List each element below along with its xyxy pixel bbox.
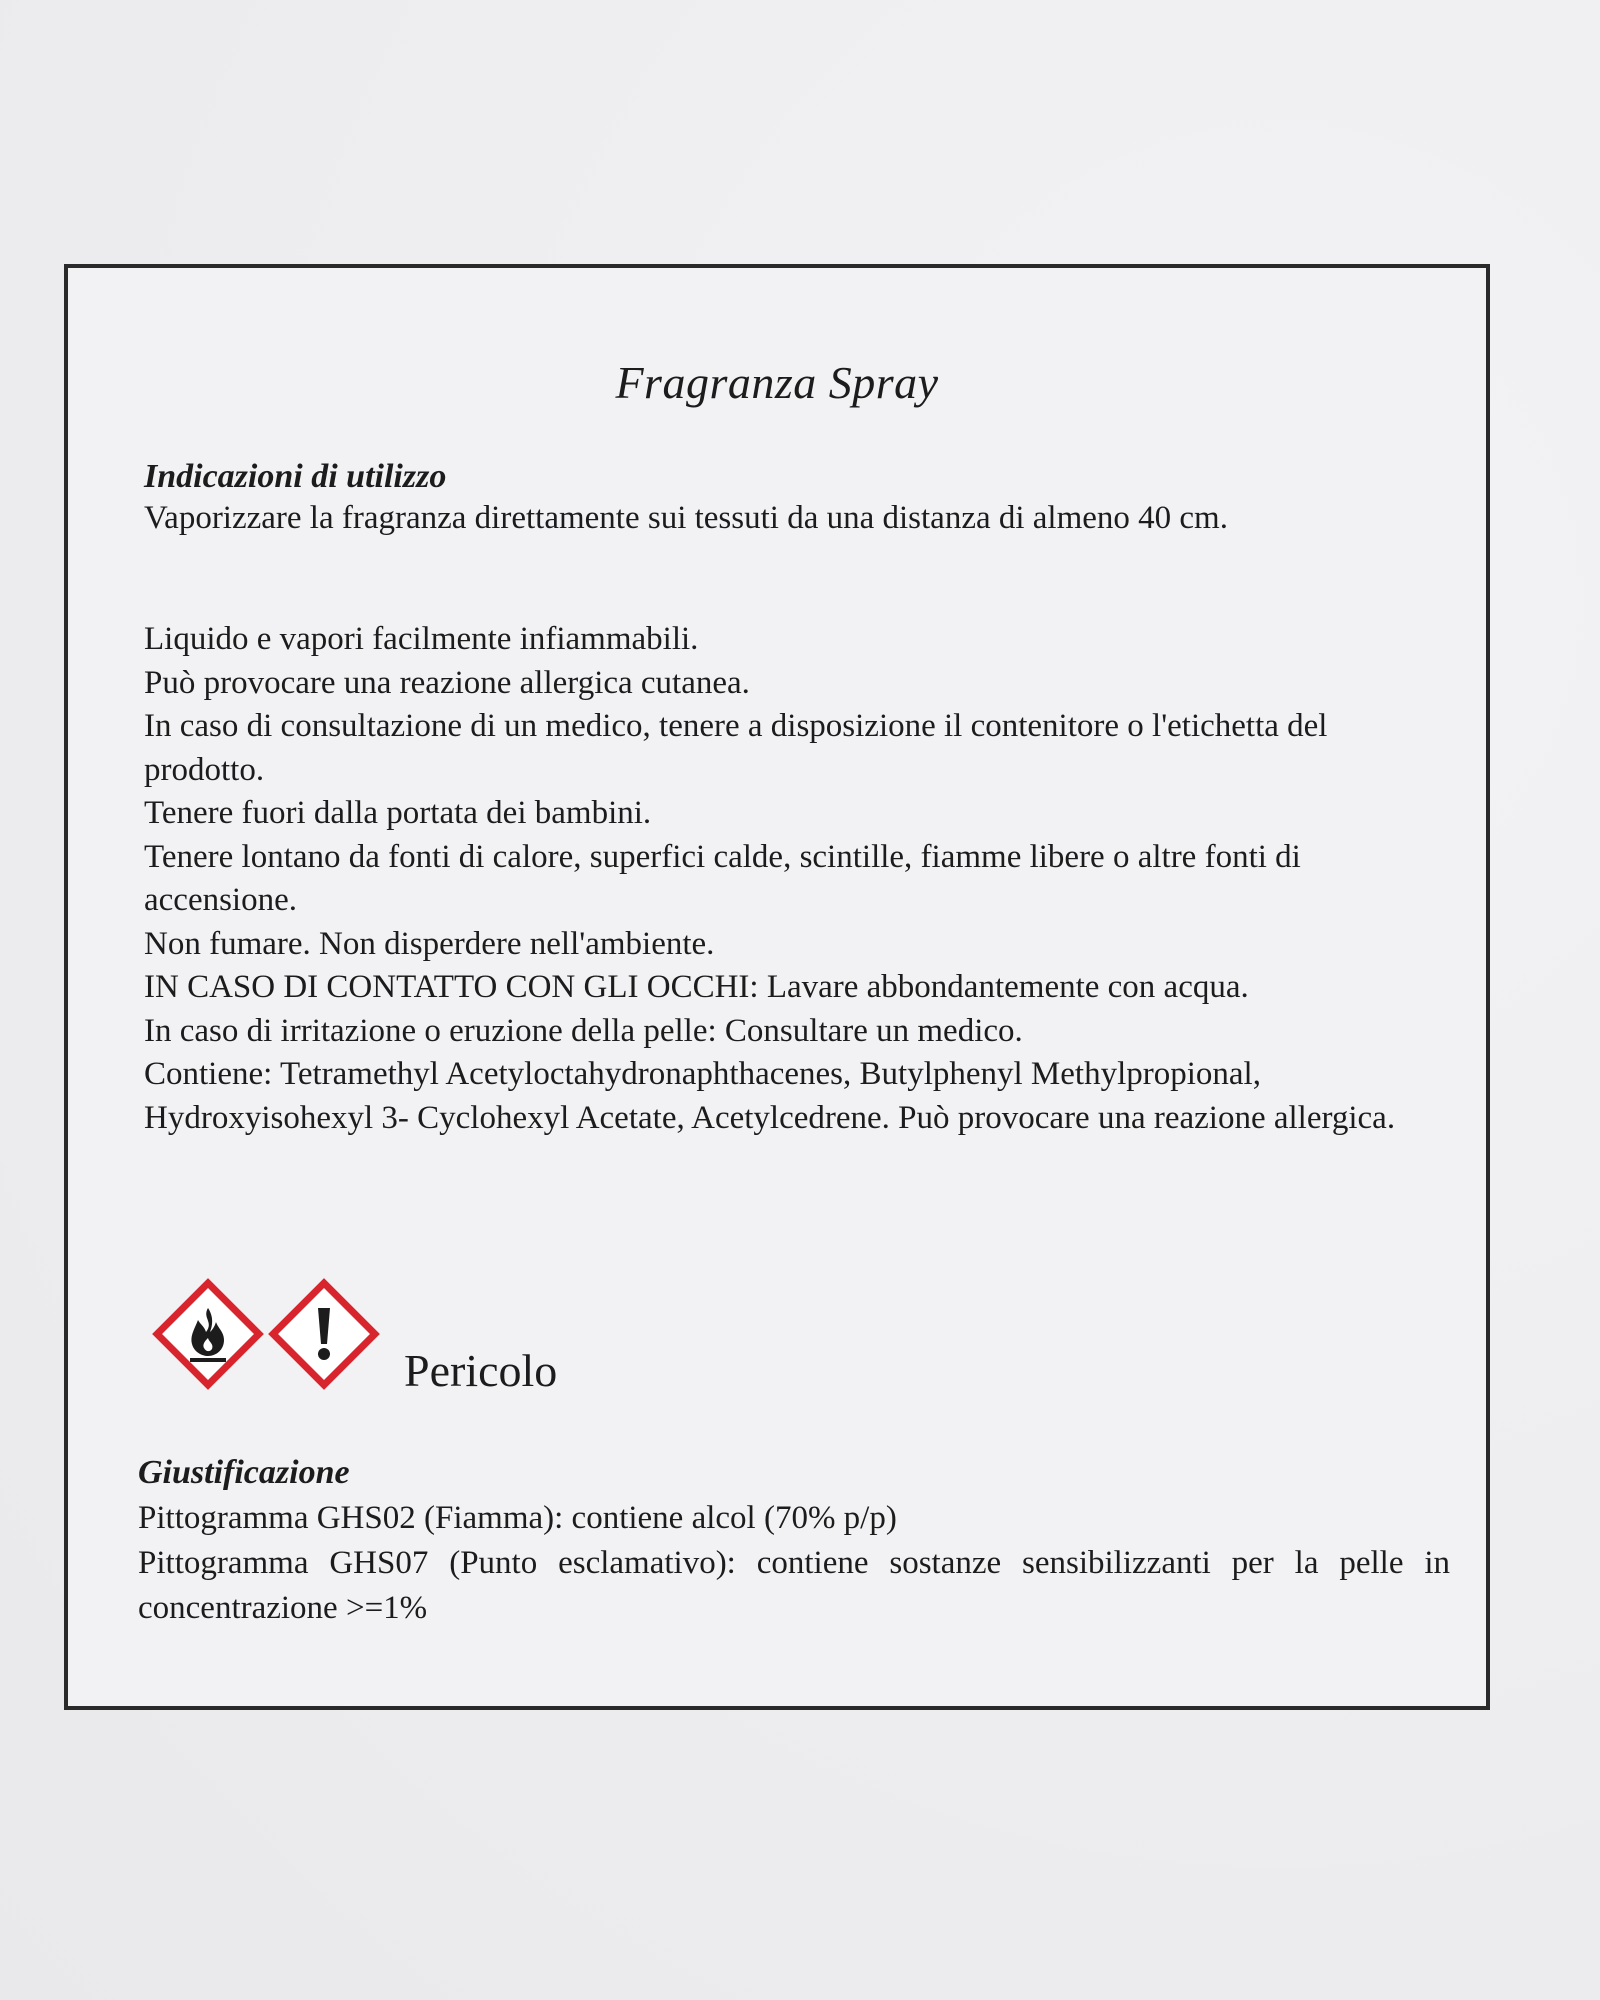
justification-block xyxy=(138,1496,1450,1631)
product-title: Fragranza Spray xyxy=(615,357,939,408)
ghs07-exclamation-icon xyxy=(268,1278,380,1390)
justification-line: Pittogramma GHS07 (Punto esclamativo): contiene sostanze sensibilizzanti per la pelle in concentrazione >=1% xyxy=(138,1545,1450,1626)
warning-line: IN CASO DI CONTATTO CON GLI OCCHI: Lavare abbondantemente con acqua. xyxy=(144,969,1249,1005)
warning-line: In caso di consultazione di un medico, tenere a disposizione il contenitore o l'etichetta del prodotto. xyxy=(144,708,1328,788)
warning-line: Può provocare una reazione allergica cutanea. xyxy=(144,664,750,701)
signal-word: Pericolo xyxy=(404,1345,558,1396)
warning-line: In caso di irritazione o eruzione della pelle: Consultare un medico. xyxy=(144,1012,1023,1049)
warnings-block xyxy=(144,618,1444,1140)
warning-line: Tenere lontano da fonti di calore, superfici calde, scintille, fiamme libere o altre fonti di accensione. xyxy=(144,838,1301,918)
label-frame xyxy=(64,264,1490,1710)
ghs02-flame-icon xyxy=(152,1278,264,1390)
warning-line: Contiene: Tetramethyl Acetyloctahydronaphthacenes, Butylphenyl Methylpropional, Hydroxyisohexyl 3- Cyclohexyl Acetate, Acetylcedrene. Può provocare una reazione allergica. xyxy=(144,1056,1396,1136)
usage-heading: Indicazioni di utilizzo xyxy=(144,458,447,495)
justification-heading: Giustificazione xyxy=(138,1454,350,1491)
justification-line: Pittogramma GHS02 (Fiamma): contiene alcol (70% p/p) xyxy=(138,1500,897,1536)
warning-line: Non fumare. Non disperdere nell'ambiente. xyxy=(144,925,715,962)
warning-line: Tenere fuori dalla portata dei bambini. xyxy=(144,795,652,831)
hazard-pictograms xyxy=(152,1278,392,1390)
warning-line: Liquido e vapori facilmente infiammabili. xyxy=(144,621,699,657)
usage-text: Vaporizzare la fragranza direttamente sui tessuti da una distanza di almeno 40 cm. xyxy=(144,500,1228,536)
